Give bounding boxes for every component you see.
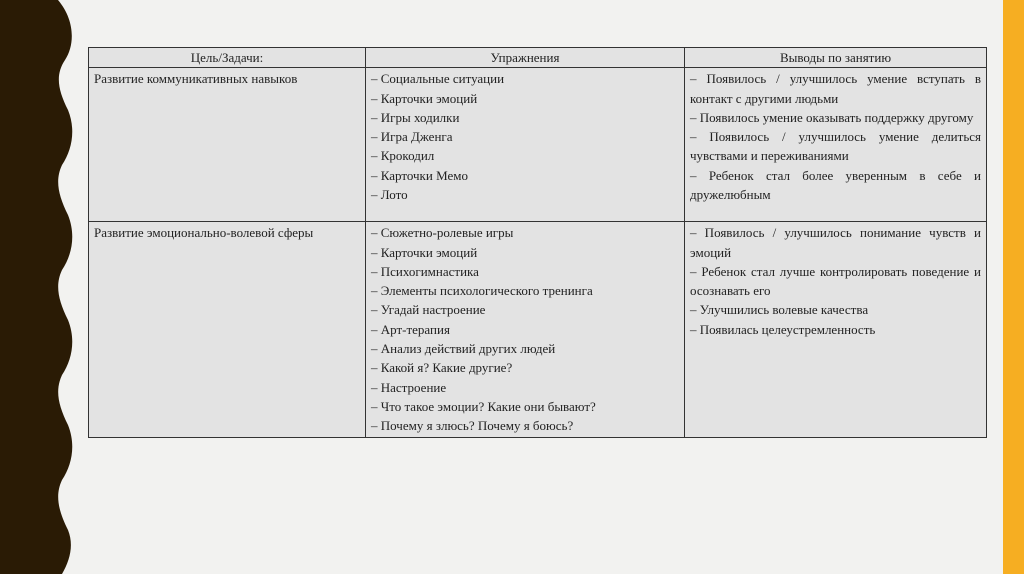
table-header-row — [89, 48, 987, 68]
exercises-cell — [366, 222, 685, 437]
exercise-item: – Почему я злюсь? Почему я боюсь? — [371, 418, 574, 434]
exercise-item: – Карточки эмоций — [371, 90, 478, 106]
table-row — [89, 68, 987, 222]
conclusion-item: – Ребенок стал более уверенным в себе и дружелюбным — [690, 167, 981, 203]
exercise-item: – Игры ходилки — [371, 109, 460, 125]
exercise-item: – Социальные ситуации — [371, 71, 505, 87]
exercise-item: – Анализ действий других людей — [371, 341, 556, 357]
conclusion-item: – Появилось / улучшилось умение делиться чувствами и переживаниями — [690, 129, 981, 164]
goal-cell: Развитие коммуникативных навыков — [89, 68, 366, 222]
conclusion-item: – Появилось / улучшилось умение вступать в контакт с другими людьми — [690, 71, 981, 106]
exercise-item: – Настроение — [371, 379, 447, 395]
exercise-item: – Угадай настроение — [371, 302, 486, 318]
decorative-wavy-band — [0, 0, 80, 574]
exercise-item: – Карточки Мемо — [371, 167, 468, 183]
exercise-item: – Сюжетно-ролевые игры — [371, 225, 514, 241]
exercise-item: – Карточки эмоций — [371, 244, 478, 260]
conclusions-cell — [685, 222, 987, 437]
header-exercises: Упражнения — [366, 48, 685, 68]
exercises-cell — [366, 68, 685, 222]
exercise-item: – Игра Дженга — [371, 129, 453, 145]
conclusion-item: – Улучшились волевые качества — [690, 302, 869, 318]
conclusion-item: – Появилась целеустремленность — [690, 321, 876, 337]
decorative-accent-band — [1003, 0, 1024, 574]
exercise-item: – Элементы психологического тренинга — [371, 283, 593, 299]
conclusions-cell — [685, 68, 987, 222]
exercise-item: – Психогимнастика — [371, 263, 479, 279]
header-goal: Цель/Задачи: — [89, 48, 366, 68]
exercise-item: – Что такое эмоции? Какие они бывают? — [371, 398, 596, 414]
exercise-item: – Лото — [371, 187, 408, 203]
exercise-item: – Арт-терапия — [371, 321, 450, 337]
exercise-item: – Какой я? Какие другие? — [371, 360, 513, 376]
conclusion-item: – Появилось умение оказывать поддержку другому — [690, 109, 974, 125]
conclusion-item: – Появилось / улучшилось понимание чувств и эмоций — [690, 225, 981, 260]
exercise-item: – Крокодил — [371, 148, 435, 164]
conclusion-item: – Ребенок стал лучше контролировать поведение и осознавать его — [690, 263, 981, 299]
goal-cell: Развитие эмоционально-волевой сферы — [89, 222, 366, 437]
header-conclusions: Выводы по занятию — [685, 48, 987, 68]
table-row — [89, 222, 987, 437]
lesson-table — [88, 47, 987, 438]
